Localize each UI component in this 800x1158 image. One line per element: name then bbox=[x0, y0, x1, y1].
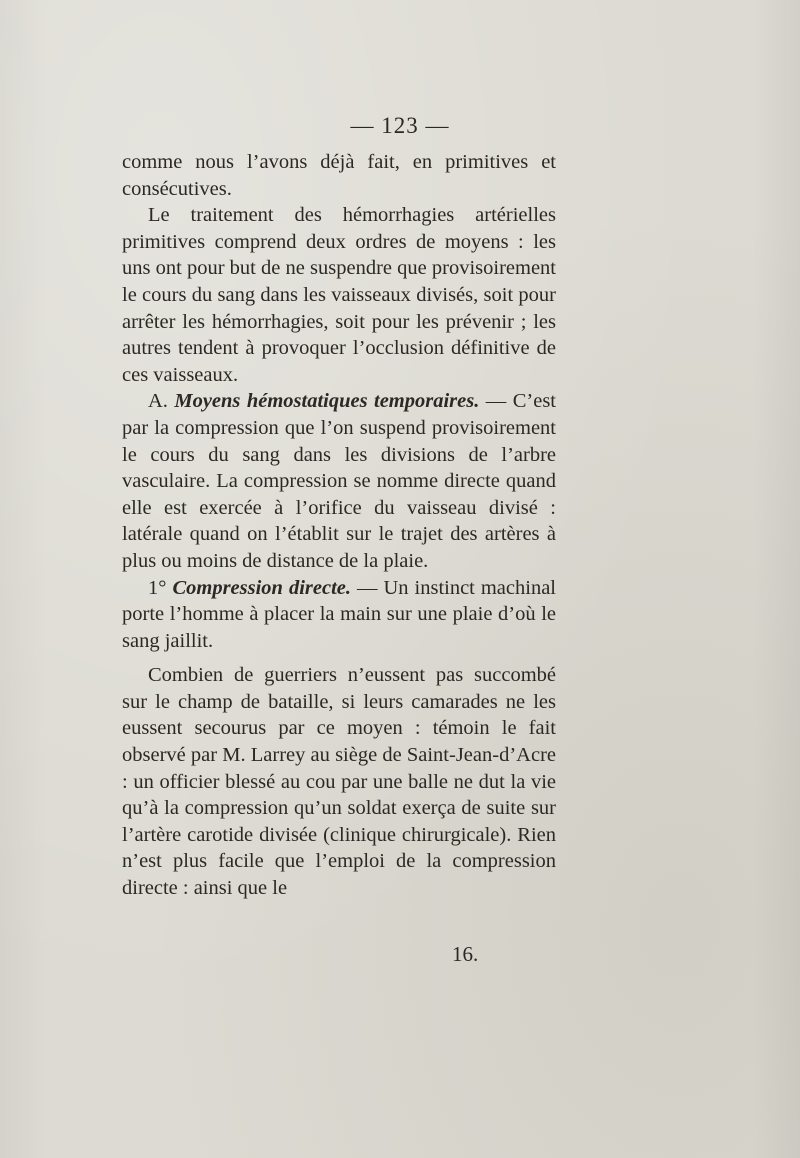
paragraph-2: Le traitement des hémorrhagies artérielles primitives comprend deux ordres de moyens : les uns ont pour but de ne suspendre que provisoirement le cours du sang dans les vaisseaux divisés, soit pour arrêter les hémorrhagies, soit pour les prévenir ; les autres tendent à provoquer l’occlusion définitive de ces vaisseaux. bbox=[122, 204, 556, 386]
paragraph-1: comme nous l’avons déjà fait, en primitives et consécutives. bbox=[122, 151, 556, 200]
paragraph-3-text: — C’est par la compression que l’on suspend provisoirement le cours du sang dans les divisions de l’arbre vasculaire. La compression se nomme directe quand elle est exercée à l’orifice du vaisseau divisé : latérale quand on l’établit sur le trajet des artères à plus ou moins de distance de la plaie. bbox=[122, 390, 556, 572]
paragraph-3 bbox=[122, 388, 556, 574]
signature-mark: 16. bbox=[452, 942, 479, 966]
body-text bbox=[122, 149, 556, 902]
paragraph-4-text: — Un instinct machinal porte l’homme à placer la main sur une plaie d’où le sang jaillit. bbox=[122, 576, 556, 652]
page-number: — 123 — bbox=[350, 113, 450, 138]
subsection-heading-direct-compression: Compression directe. bbox=[172, 576, 351, 599]
section-letter: A. bbox=[148, 390, 175, 413]
subsection-number: 1° bbox=[148, 576, 173, 599]
section-heading-temporary-means: Moyens hémostatiques temporaires. bbox=[174, 390, 480, 413]
paragraph-4 bbox=[122, 575, 556, 655]
paragraph-5: Combien de guerriers n’eussent pas succombé sur le champ de bataille, si leurs camarades ne les eussent secourus par ce moyen : témoin le fait observé par M. Larrey au siège de Saint-Jean-d’Acre : un officier blessé au cou par une balle ne dut la vie qu’à la compression qu’un soldat exerça de suite sur l’artère carotide divisée (clinique chirurgicale). Rien n’est plus facile que l’emploi de la compression directe : ainsi que le bbox=[122, 664, 556, 900]
